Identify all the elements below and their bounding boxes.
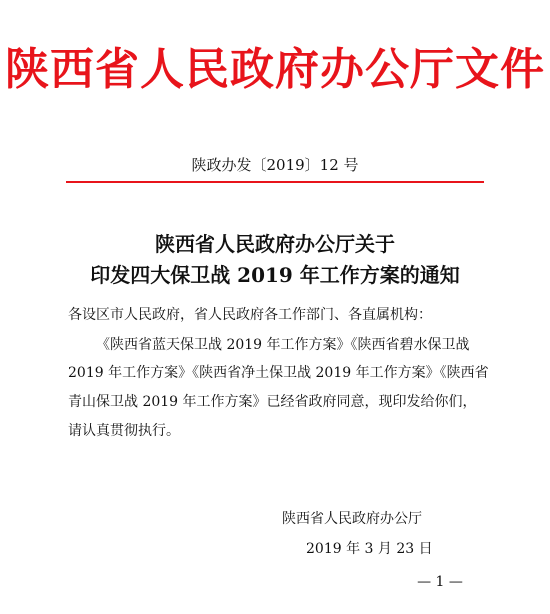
notice-title-line-2: 印发四大保卫战 2019 年工作方案的通知 <box>90 263 460 287</box>
body-line-4: 请认真贯彻执行。 <box>68 423 180 439</box>
body-line-1: 《陕西省蓝天保卫战 2019 年工作方案》《陕西省碧水保卫战 <box>96 337 470 353</box>
document-number: 陕政办发〔2019〕12 号 <box>191 156 359 174</box>
body-line-3: 青山保卫战 2019 年工作方案》已经省政府同意，现印发给你们， <box>68 394 477 410</box>
body-line-2: 2019 年工作方案》《陕西省净土保卫战 2019 年工作方案》《陕西省 <box>68 365 489 381</box>
red-divider-rule <box>66 181 484 183</box>
issue-date: 2019 年 3 月 23 日 <box>306 541 433 557</box>
notice-title-line-1: 陕西省人民政府办公厅关于 <box>155 232 395 256</box>
document-header-title: 陕西省人民政府办公厅文件 <box>5 44 545 95</box>
page-number: — 1 — <box>417 574 463 590</box>
addressee: 各设区市人民政府，省人民政府各工作部门、各直属机构： <box>68 307 432 323</box>
issuing-office: 陕西省人民政府办公厅 <box>282 511 422 527</box>
